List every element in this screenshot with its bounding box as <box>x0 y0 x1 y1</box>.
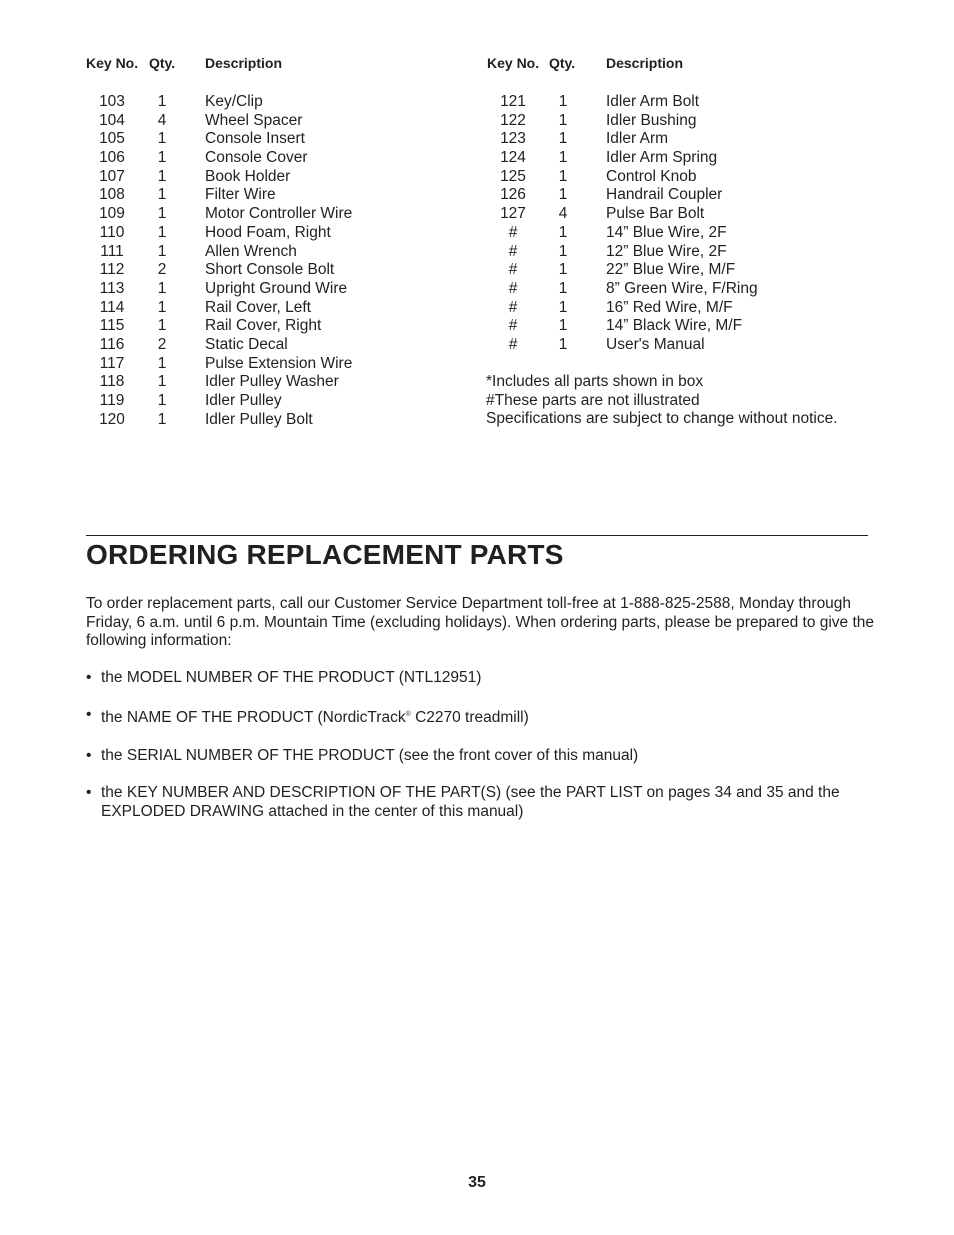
part-key-number: 121 <box>500 93 526 110</box>
part-key-number: 126 <box>500 186 526 204</box>
part-description: Static Decal <box>205 335 288 353</box>
part-description: 22” Blue Wire, M/F <box>606 261 736 279</box>
bullet-marker: • <box>86 784 92 802</box>
part-key-number: 117 <box>99 354 125 372</box>
part-quantity: 4 <box>157 111 167 129</box>
section-title: ORDERING REPLACEMENT PARTS <box>86 539 564 570</box>
part-description: Rail Cover, Right <box>205 317 322 335</box>
part-quantity: 1 <box>157 298 167 316</box>
page-number: 35 <box>468 1174 486 1191</box>
part-key-number: 120 <box>99 410 125 428</box>
part-key-number: 106 <box>99 149 125 167</box>
part-quantity: 1 <box>157 223 167 241</box>
part-key-number: # <box>508 261 518 279</box>
part-description: Idler Arm Spring <box>606 149 718 167</box>
note-specifications: Specifications are subject to change without notice. <box>486 410 838 428</box>
part-key-number: 124 <box>500 149 526 167</box>
part-key-number: 127 <box>500 205 526 223</box>
right-description-header: Description <box>606 55 684 71</box>
part-description: Short Console Bolt <box>205 261 335 279</box>
part-key-number: # <box>508 317 518 335</box>
part-quantity: 1 <box>157 373 167 391</box>
bullet-marker: • <box>86 746 92 764</box>
part-description: Pulse Bar Bolt <box>606 205 705 223</box>
part-description: Book Holder <box>205 167 291 185</box>
part-quantity: 1 <box>157 167 167 185</box>
part-quantity: 1 <box>157 392 167 409</box>
part-quantity: 1 <box>558 242 568 260</box>
left-description-header: Description <box>205 55 283 71</box>
part-description: Key/Clip <box>205 93 263 110</box>
bullet-model-number <box>86 669 876 688</box>
left-key-header: Key No. <box>86 55 139 71</box>
bullet-key-number <box>86 784 876 821</box>
part-key-number: 109 <box>99 205 125 223</box>
part-quantity: 1 <box>558 111 568 129</box>
parts-notes <box>486 373 838 429</box>
part-key-number: 112 <box>99 261 125 279</box>
part-key-number: 104 <box>99 111 125 129</box>
part-quantity: 1 <box>157 279 167 297</box>
part-description: Wheel Spacer <box>205 111 303 129</box>
part-quantity: 1 <box>157 354 167 372</box>
part-quantity: 1 <box>558 279 568 297</box>
part-description: Filter Wire <box>205 186 276 204</box>
part-key-number: 118 <box>99 373 125 391</box>
part-description: Hood Foam, Right <box>205 223 331 241</box>
part-quantity: 1 <box>558 298 568 316</box>
part-quantity: 1 <box>157 93 167 110</box>
part-description: 14” Blue Wire, 2F <box>606 223 727 241</box>
part-key-number: 115 <box>99 317 125 335</box>
part-quantity: 1 <box>157 186 167 204</box>
part-description: Control Knob <box>606 167 697 185</box>
part-key-number: 110 <box>99 223 125 241</box>
part-description: 14” Black Wire, M/F <box>606 317 743 335</box>
right-qty-header: Qty. <box>549 55 576 71</box>
registered-mark: ® <box>405 711 411 719</box>
part-quantity: 4 <box>558 205 568 223</box>
part-key-number: 122 <box>500 111 526 129</box>
part-key-number: 108 <box>99 186 125 204</box>
part-quantity: 1 <box>157 317 167 335</box>
part-quantity: 1 <box>558 130 568 148</box>
right-key-header: Key No. <box>487 55 540 71</box>
part-description: User's Manual <box>606 335 705 353</box>
part-key-number: 103 <box>99 93 125 110</box>
part-quantity: 1 <box>157 149 167 167</box>
bullet-marker: • <box>86 669 92 686</box>
part-description: Idler Pulley <box>205 392 282 409</box>
part-description: Rail Cover, Left <box>205 298 311 316</box>
part-description: Idler Arm <box>606 130 669 148</box>
part-description: Upright Ground Wire <box>205 279 348 297</box>
part-quantity: 1 <box>558 149 568 167</box>
part-description: Idler Bushing <box>606 111 697 129</box>
part-quantity: 2 <box>157 335 167 353</box>
part-description: 12” Blue Wire, 2F <box>606 242 727 260</box>
part-description: 16” Red Wire, M/F <box>606 298 733 316</box>
bullet-text: the NAME OF THE PRODUCT (NordicTrack <box>101 709 406 727</box>
part-key-number: 114 <box>99 298 125 316</box>
part-quantity: 1 <box>157 410 167 428</box>
part-key-number: # <box>508 279 518 297</box>
note-included: *Includes all parts shown in box <box>486 373 704 390</box>
part-quantity: 1 <box>558 317 568 335</box>
part-quantity: 1 <box>558 186 568 204</box>
part-description: Idler Pulley Washer <box>205 373 339 391</box>
bullet-text: the SERIAL NUMBER OF THE PRODUCT (see the front cover of this manual) <box>101 746 639 764</box>
part-description: Motor Controller Wire <box>205 205 353 223</box>
bullet-text-cont: C2270 treadmill) <box>410 709 529 727</box>
part-key-number: 119 <box>99 392 125 409</box>
part-key-number: 125 <box>500 167 526 185</box>
part-quantity: 1 <box>157 130 167 148</box>
part-quantity: 1 <box>157 242 167 260</box>
part-description: Pulse Extension Wire <box>205 354 353 372</box>
bullet-text: the MODEL NUMBER OF THE PRODUCT (NTL12951) <box>101 669 482 686</box>
bullet-marker: • <box>86 706 92 724</box>
part-key-number: # <box>508 335 518 353</box>
left-qty-header: Qty. <box>149 55 176 71</box>
bullet-text: the KEY NUMBER AND DESCRIPTION OF THE PART(S) (see the PART LIST on pages 34 and 35 and the EXPLODED DRAWING attached in the center of this manual) <box>101 784 840 820</box>
part-description: 8” Green Wire, F/Ring <box>606 279 758 297</box>
bullet-serial-number <box>86 747 876 766</box>
part-key-number: 105 <box>99 130 125 148</box>
part-quantity: 1 <box>558 93 568 110</box>
part-description: Handrail Coupler <box>606 186 723 204</box>
part-quantity: 1 <box>558 223 568 241</box>
part-quantity: 1 <box>558 261 568 279</box>
part-key-number: 107 <box>99 167 125 185</box>
part-quantity: 1 <box>558 335 568 353</box>
part-key-number: 116 <box>99 335 125 353</box>
part-key-number: # <box>508 242 518 260</box>
part-key-number: 113 <box>99 279 125 297</box>
bullet-product-name <box>86 706 876 728</box>
part-description: Allen Wrench <box>205 242 297 260</box>
info-bullet-list <box>86 669 876 840</box>
part-key-number: # <box>508 298 518 316</box>
part-key-number: # <box>508 223 518 241</box>
part-quantity: 1 <box>157 205 167 223</box>
part-key-number: 123 <box>500 130 526 148</box>
part-description: Idler Arm Bolt <box>606 93 700 110</box>
part-quantity: 1 <box>558 167 568 185</box>
intro-paragraph: To order replacement parts, call our Customer Service Department toll-free at 1-888-825-2588, Monday through Friday, 6 a.m. until 6 p.m. Mountain Time (excluding holidays). When ordering parts, please be prepared to give the following information: <box>86 595 875 650</box>
part-description: Console Cover <box>205 149 308 167</box>
part-description: Idler Pulley Bolt <box>205 410 313 428</box>
part-description: Console Insert <box>205 130 305 148</box>
part-key-number: 111 <box>100 242 124 260</box>
part-quantity: 2 <box>157 261 167 279</box>
note-not-illustrated: #These parts are not illustrated <box>486 391 700 409</box>
